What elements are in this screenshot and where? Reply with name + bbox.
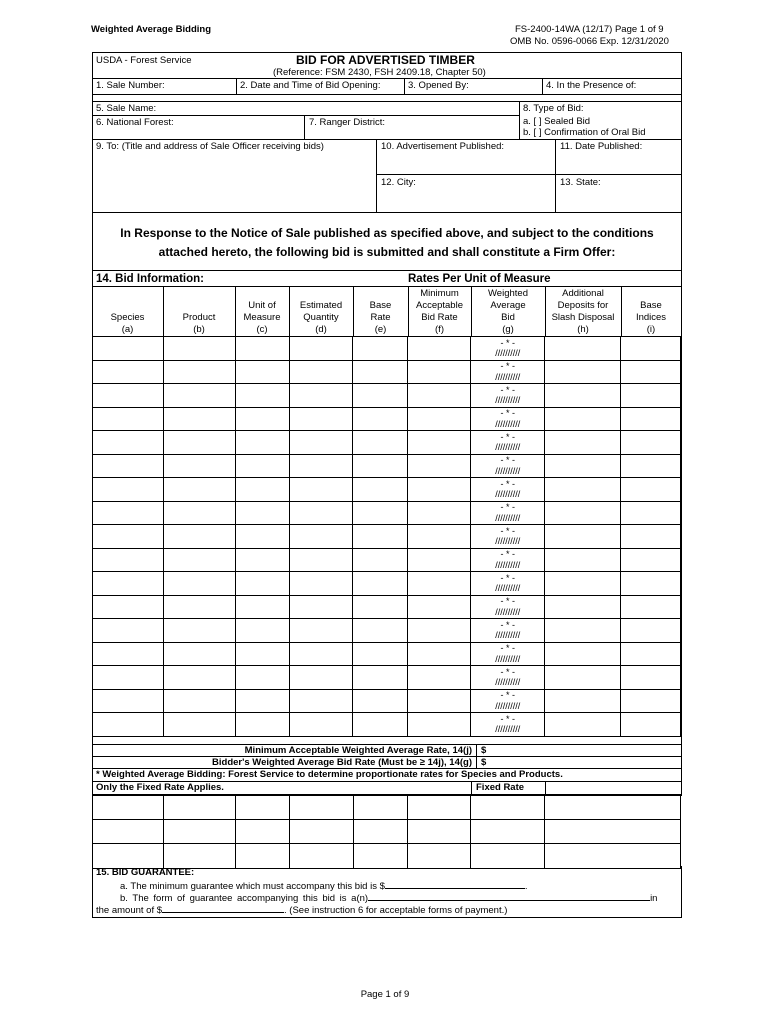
fixed-rate-cell[interactable] [408, 819, 471, 844]
bid-cell[interactable] [235, 595, 289, 619]
bid-cell[interactable] [621, 642, 681, 666]
guarantee-form-input[interactable] [368, 891, 650, 901]
checkbox-oral-bid[interactable]: b. [ ] Confirmation of Oral Bid [523, 127, 646, 138]
bidder-rate-dollar[interactable]: $ [481, 757, 487, 768]
bid-cell[interactable] [353, 666, 408, 690]
bid-cell[interactable] [93, 431, 164, 455]
bid-row [93, 666, 681, 690]
bid-cell[interactable] [235, 360, 289, 384]
bid-cell[interactable] [353, 454, 408, 478]
response-line-2: attached hereto, the following bid is submitted and shall constitute a Firm Offer: [158, 245, 616, 259]
bid-cell[interactable] [163, 713, 235, 737]
bid-cell[interactable] [621, 666, 681, 690]
guarantee-title: 15. BID GUARANTEE: [96, 867, 195, 878]
guarantee-line-b: b. The form of guarantee accompanying this bid is a(n) in [120, 893, 658, 904]
fixed-rate-cell[interactable] [353, 844, 408, 869]
bid-cell[interactable] [621, 548, 681, 572]
field-bid-opening[interactable]: 2. Date and Time of Bid Opening: [240, 80, 381, 91]
bid-cell[interactable] [621, 572, 681, 596]
bid-cell[interactable] [93, 501, 164, 525]
bid-cell[interactable] [621, 360, 681, 384]
bid-cell[interactable] [353, 501, 408, 525]
bid-cell[interactable] [163, 501, 235, 525]
bid-cell[interactable] [235, 689, 289, 713]
field-national-forest[interactable]: 6. National Forest: [96, 117, 174, 128]
bid-cell[interactable] [163, 337, 235, 361]
bid-cell[interactable] [163, 360, 235, 384]
bid-cell[interactable] [621, 337, 681, 361]
fixed-rate-cell[interactable] [408, 844, 471, 869]
bid-cell[interactable] [163, 619, 235, 643]
bid-cell[interactable] [353, 595, 408, 619]
bid-cell[interactable] [93, 595, 164, 619]
bid-cell: - * - ////////// [471, 407, 545, 431]
bid-cell: - * - ////////// [471, 360, 545, 384]
fixed-only-label: Only the Fixed Rate Applies. [96, 782, 224, 793]
bid-cell[interactable] [408, 337, 471, 361]
bid-cell[interactable] [93, 548, 164, 572]
omb-number: OMB No. 0596-0066 Exp. 12/31/2020 [510, 36, 669, 47]
bid-cell[interactable] [353, 407, 408, 431]
bid-cell[interactable] [289, 595, 353, 619]
fixed-rate-cell[interactable] [545, 844, 681, 869]
bid-cell: - * - ////////// [471, 619, 545, 643]
fixed-rate-cell[interactable] [235, 795, 289, 820]
bid-cell[interactable] [545, 572, 621, 596]
bid-cell[interactable] [289, 572, 353, 596]
bid-cell[interactable] [235, 431, 289, 455]
bid-cell: - * - ////////// [471, 689, 545, 713]
fixed-rate-row [93, 819, 681, 844]
bid-cell[interactable] [408, 454, 471, 478]
fixed-rate-cell[interactable] [289, 819, 353, 844]
bid-cell[interactable] [93, 713, 164, 737]
field-presence-of[interactable]: 4. In the Presence of: [546, 80, 637, 91]
weighted-note: * Weighted Average Bidding: Forest Service to determine proportionate rates for Species and Products. [96, 769, 563, 780]
fixed-rate-cell[interactable] [353, 795, 408, 820]
bid-cell[interactable] [235, 642, 289, 666]
bid-cell: - * - ////////// [471, 713, 545, 737]
fixed-rate-cell[interactable] [93, 795, 164, 820]
bid-cell[interactable] [545, 642, 621, 666]
bid-cell[interactable] [353, 525, 408, 549]
bid-cell[interactable] [545, 525, 621, 549]
bid-cell[interactable] [353, 337, 408, 361]
bid-cell[interactable] [289, 384, 353, 408]
bid-cell[interactable] [408, 595, 471, 619]
column-header-6: Weighted Average Bid (g) [488, 288, 528, 335]
fixed-rate-cell[interactable] [471, 819, 545, 844]
bid-cell[interactable] [621, 431, 681, 455]
bid-cell[interactable] [289, 525, 353, 549]
bid-cell[interactable] [621, 407, 681, 431]
field-bid-type: 8. Type of Bid: [523, 103, 584, 114]
column-header-4: Base Rate (e) [369, 300, 392, 335]
bid-cell[interactable] [353, 572, 408, 596]
bid-cell[interactable] [163, 689, 235, 713]
bid-cell[interactable] [408, 572, 471, 596]
column-header-1: Product (b) [182, 312, 216, 335]
field-ranger-district[interactable]: 7. Ranger District: [309, 117, 386, 128]
bid-cell[interactable] [545, 689, 621, 713]
bid-cell[interactable] [408, 501, 471, 525]
bid-row [93, 525, 681, 549]
bid-cell[interactable] [353, 619, 408, 643]
form-reference: (Reference: FSM 2430, FSH 2409.18, Chapter 50) [273, 67, 486, 78]
bid-cell[interactable] [289, 619, 353, 643]
bid-cell[interactable] [235, 478, 289, 502]
bid-cell[interactable] [408, 619, 471, 643]
bid-row [93, 689, 681, 713]
bid-cell[interactable] [353, 689, 408, 713]
bid-cell: - * - ////////// [471, 501, 545, 525]
bid-cell[interactable] [235, 407, 289, 431]
bid-cell[interactable] [621, 525, 681, 549]
bid-row [93, 713, 681, 737]
form-title: BID FOR ADVERTISED TIMBER [296, 53, 475, 67]
bid-cell[interactable] [545, 407, 621, 431]
bid-info-label: 14. Bid Information: [96, 273, 204, 285]
fixed-rate-cell[interactable] [353, 819, 408, 844]
min-rate-dollar[interactable]: $ [481, 745, 487, 756]
bid-cell[interactable] [93, 407, 164, 431]
bid-cell[interactable] [545, 548, 621, 572]
bid-cell[interactable] [289, 689, 353, 713]
bid-cell[interactable] [545, 595, 621, 619]
bid-cell[interactable] [93, 689, 164, 713]
form-number: FS-2400-14WA (12/17) Page 1 of 9 [515, 24, 664, 35]
bid-cell: - * - ////////// [471, 666, 545, 690]
bid-row [93, 595, 681, 619]
bid-cell[interactable] [235, 619, 289, 643]
field-advertisement[interactable]: 10. Advertisement Published: [381, 141, 505, 152]
bid-cell: - * - ////////// [471, 454, 545, 478]
bid-cell: - * - ////////// [471, 525, 545, 549]
bid-cell[interactable] [235, 666, 289, 690]
bid-cell[interactable] [289, 360, 353, 384]
bid-cell[interactable] [545, 360, 621, 384]
bid-cell[interactable] [93, 454, 164, 478]
bid-row [93, 501, 681, 525]
bid-row [93, 478, 681, 502]
bid-cell[interactable] [621, 713, 681, 737]
bid-cell[interactable] [408, 666, 471, 690]
bid-table [92, 336, 681, 737]
bid-cell[interactable] [621, 501, 681, 525]
bid-cell[interactable] [93, 572, 164, 596]
column-header-5: Minimum Acceptable Bid Rate (f) [415, 288, 463, 335]
bid-cell[interactable] [408, 642, 471, 666]
field-date-published[interactable]: 11. Date Published: [560, 141, 643, 152]
bid-cell: - * - ////////// [471, 478, 545, 502]
bid-cell[interactable] [353, 713, 408, 737]
guarantee-amount-input[interactable] [385, 879, 525, 889]
fixed-rate-cell[interactable] [408, 795, 471, 820]
bid-cell[interactable] [545, 384, 621, 408]
bid-cell[interactable] [545, 619, 621, 643]
fixed-rate-cell[interactable] [93, 844, 164, 869]
bid-cell[interactable] [408, 548, 471, 572]
doc-header-title: Weighted Average Bidding [91, 24, 211, 35]
bid-cell[interactable] [545, 454, 621, 478]
agency-label: USDA - Forest Service [96, 55, 192, 66]
bid-cell[interactable] [163, 454, 235, 478]
bid-cell[interactable] [353, 642, 408, 666]
bid-cell[interactable] [235, 454, 289, 478]
bid-cell[interactable] [235, 525, 289, 549]
page-footer: Page 1 of 9 [360, 989, 410, 1000]
bid-cell[interactable] [289, 478, 353, 502]
bid-cell[interactable] [621, 619, 681, 643]
checkbox-sealed-bid[interactable]: a. [ ] Sealed Bid [523, 116, 591, 127]
bid-row [93, 548, 681, 572]
fixed-rate-label: Fixed Rate [476, 782, 525, 793]
bid-cell[interactable] [289, 642, 353, 666]
fixed-rate-cell[interactable] [163, 844, 235, 869]
bid-cell[interactable] [353, 360, 408, 384]
bid-cell: - * - ////////// [471, 642, 545, 666]
bid-cell[interactable] [408, 407, 471, 431]
column-header-7: Additional Deposits for Slash Disposal (h) [551, 288, 615, 335]
bid-cell[interactable] [163, 666, 235, 690]
bid-cell[interactable] [163, 478, 235, 502]
bid-cell[interactable] [289, 548, 353, 572]
column-header-3: Estimated Quantity (d) [299, 300, 343, 335]
fixed-rate-cell[interactable] [545, 795, 681, 820]
bid-cell[interactable] [93, 642, 164, 666]
bid-cell[interactable] [621, 454, 681, 478]
guarantee-payment-input[interactable] [162, 903, 284, 913]
bid-cell[interactable] [545, 478, 621, 502]
fixed-rate-row [93, 844, 681, 869]
response-line-1: In Response to the Notice of Sale published as specified above, and subject to the conditions [120, 226, 654, 240]
bid-cell[interactable] [289, 454, 353, 478]
bid-cell[interactable] [235, 713, 289, 737]
bid-cell[interactable] [163, 407, 235, 431]
bid-cell[interactable] [353, 431, 408, 455]
guarantee-line-c: the amount of $ . (See instruction 6 for acceptable forms of payment.) [96, 905, 508, 916]
bid-cell[interactable] [235, 337, 289, 361]
min-rate-label: Minimum Acceptable Weighted Average Rate, 14(j) [244, 745, 472, 756]
bid-cell[interactable] [621, 595, 681, 619]
rates-label: Rates Per Unit of Measure [408, 273, 551, 285]
fixed-rate-cell[interactable] [471, 795, 545, 820]
bid-cell[interactable] [353, 478, 408, 502]
field-state[interactable]: 13. State: [560, 177, 601, 188]
bid-cell[interactable] [408, 689, 471, 713]
bid-cell[interactable] [289, 713, 353, 737]
bid-cell[interactable] [545, 713, 621, 737]
bid-cell[interactable] [235, 384, 289, 408]
field-city[interactable]: 12. City: [381, 177, 416, 188]
bid-cell[interactable] [289, 431, 353, 455]
fixed-rate-table [92, 794, 681, 869]
bid-cell[interactable] [93, 619, 164, 643]
bid-cell: - * - ////////// [471, 572, 545, 596]
bid-cell: - * - ////////// [471, 384, 545, 408]
bid-cell[interactable] [545, 431, 621, 455]
fixed-rate-cell[interactable] [163, 795, 235, 820]
field-sale-officer[interactable]: 9. To: (Title and address of Sale Officer receiving bids) [96, 141, 324, 152]
bid-cell[interactable] [163, 384, 235, 408]
bid-cell[interactable] [408, 713, 471, 737]
bid-cell[interactable] [289, 501, 353, 525]
column-header-8: Base Indices (i) [635, 300, 667, 335]
fixed-rate-cell[interactable] [289, 844, 353, 869]
bid-cell[interactable] [93, 525, 164, 549]
column-header-0: Species (a) [110, 312, 145, 335]
bid-cell[interactable] [289, 407, 353, 431]
bid-cell[interactable] [545, 666, 621, 690]
bid-cell[interactable] [93, 384, 164, 408]
bid-cell: - * - ////////// [471, 337, 545, 361]
fixed-rate-cell[interactable] [545, 819, 681, 844]
bid-cell[interactable] [93, 360, 164, 384]
fixed-rate-cell[interactable] [471, 844, 545, 869]
bid-row [93, 337, 681, 361]
bid-row [93, 360, 681, 384]
bid-cell[interactable] [235, 548, 289, 572]
bid-cell[interactable] [408, 478, 471, 502]
fixed-rate-cell[interactable] [235, 819, 289, 844]
fixed-rate-cell[interactable] [289, 795, 353, 820]
fixed-rate-cell[interactable] [93, 819, 164, 844]
guarantee-line-a: a. The minimum guarantee which must accompany this bid is $ . [120, 881, 528, 892]
field-opened-by[interactable]: 3. Opened By: [408, 80, 469, 91]
bid-cell[interactable] [545, 501, 621, 525]
bid-cell[interactable] [353, 548, 408, 572]
column-header-2: Unit of Measure (c) [243, 300, 281, 335]
fixed-rate-row [93, 795, 681, 820]
bid-cell[interactable] [408, 431, 471, 455]
fixed-rate-cell[interactable] [163, 819, 235, 844]
bid-cell[interactable] [235, 501, 289, 525]
bid-cell[interactable] [93, 478, 164, 502]
bid-row [93, 642, 681, 666]
bid-cell[interactable] [163, 595, 235, 619]
fixed-rate-cell[interactable] [235, 844, 289, 869]
bid-row [93, 384, 681, 408]
bid-cell[interactable] [163, 431, 235, 455]
bid-cell[interactable] [163, 642, 235, 666]
bid-cell[interactable] [408, 384, 471, 408]
field-sale-number[interactable]: 1. Sale Number: [96, 80, 165, 91]
bid-cell: - * - ////////// [471, 595, 545, 619]
bidder-rate-label: Bidder's Weighted Average Bid Rate (Must be ≥ 14j), 14(g) [212, 757, 472, 768]
bid-cell[interactable] [621, 384, 681, 408]
bid-cell[interactable] [289, 337, 353, 361]
bid-cell[interactable] [408, 360, 471, 384]
bid-cell[interactable] [163, 525, 235, 549]
bid-cell[interactable] [163, 572, 235, 596]
bid-cell[interactable] [289, 666, 353, 690]
bid-table-header [92, 288, 681, 336]
field-sale-name[interactable]: 5. Sale Name: [96, 103, 157, 114]
bid-cell[interactable] [408, 525, 471, 549]
bid-row [93, 431, 681, 455]
bid-row [93, 454, 681, 478]
bid-cell: - * - ////////// [471, 548, 545, 572]
bid-cell[interactable] [621, 689, 681, 713]
bid-cell[interactable] [545, 337, 621, 361]
bid-cell[interactable] [353, 384, 408, 408]
bid-row [93, 572, 681, 596]
bid-row [93, 407, 681, 431]
bid-cell[interactable] [163, 548, 235, 572]
bid-cell[interactable] [93, 337, 164, 361]
bid-cell[interactable] [93, 666, 164, 690]
bid-cell[interactable] [235, 572, 289, 596]
bid-cell: - * - ////////// [471, 431, 545, 455]
bid-cell[interactable] [621, 478, 681, 502]
bid-row [93, 619, 681, 643]
